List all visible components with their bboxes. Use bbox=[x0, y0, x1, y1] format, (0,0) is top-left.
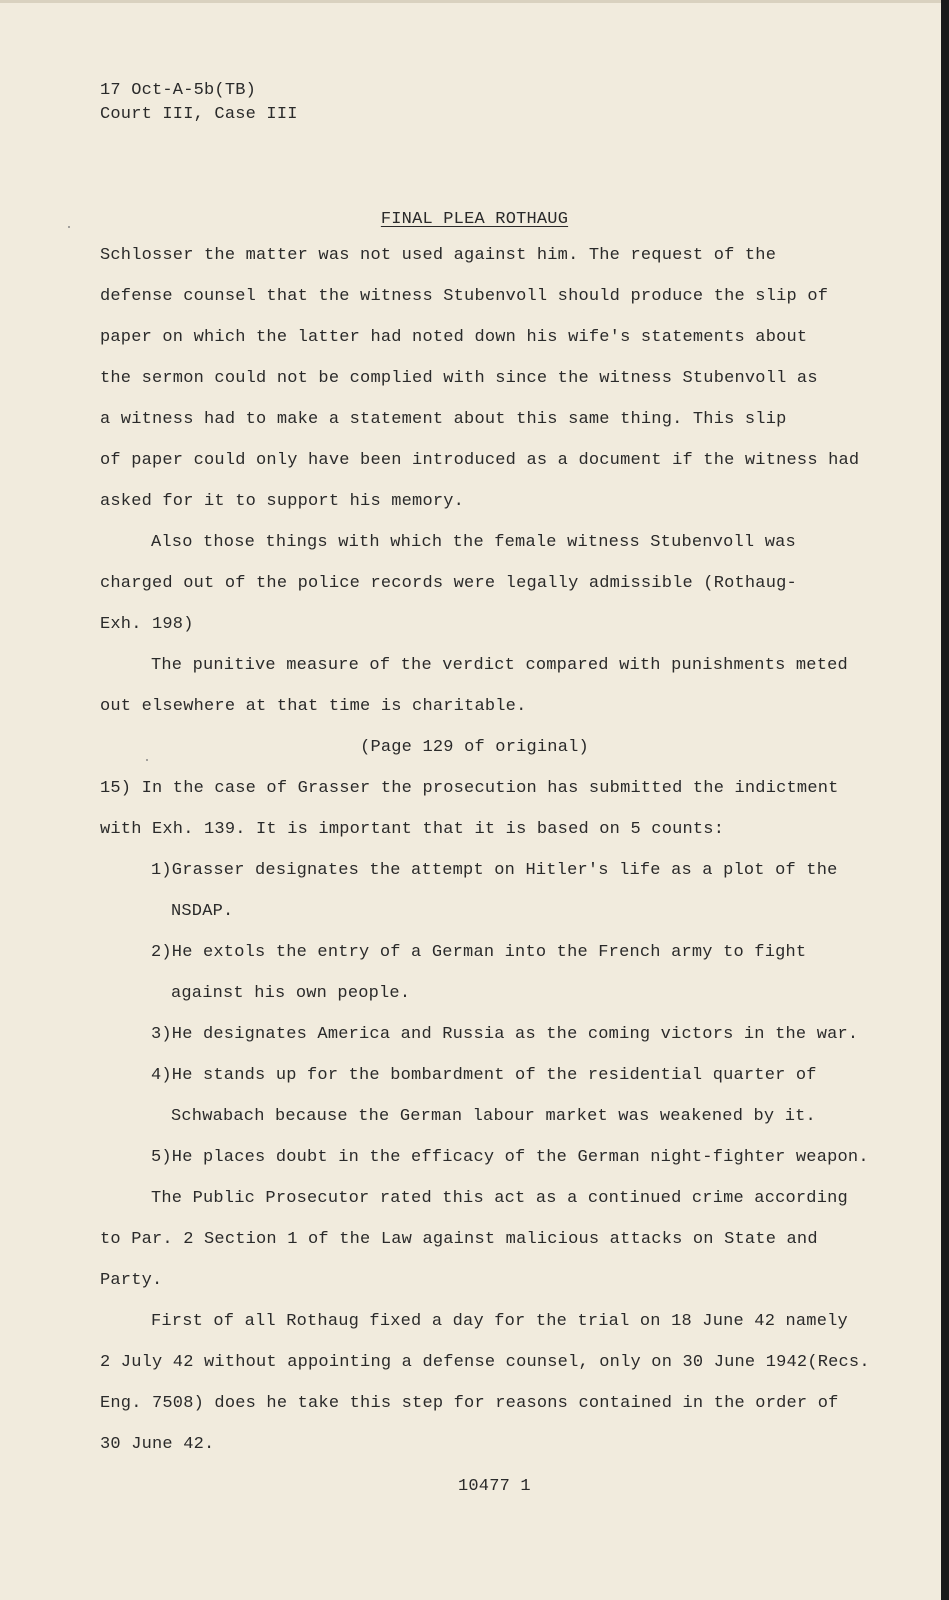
body-line: Eng. 7508) does he take this step for reasons contained in the order of bbox=[100, 1394, 839, 1413]
body-line: The Public Prosecutor rated this act as a continued crime according bbox=[151, 1189, 848, 1208]
body-line: the sermon could not be complied with since the witness Stubenvoll as bbox=[100, 369, 818, 388]
paper-speck bbox=[68, 226, 70, 228]
header-reference: 17 Oct-A-5b(TB) bbox=[100, 81, 257, 100]
list-item: 5)He places doubt in the efficacy of the German night-fighter weapon. bbox=[151, 1148, 869, 1167]
body-line: Party. bbox=[100, 1271, 163, 1290]
body-line: 15) In the case of Grasser the prosecution has submitted the indictment bbox=[100, 779, 839, 798]
body-line: to Par. 2 Section 1 of the Law against malicious attacks on State and bbox=[100, 1230, 818, 1249]
body-line: 30 June 42. bbox=[100, 1435, 215, 1454]
list-item-continuation: against his own people. bbox=[171, 984, 411, 1003]
page-top-edge bbox=[0, 0, 949, 3]
list-item-continuation: Schwabach because the German labour market was weakened by it. bbox=[171, 1107, 816, 1126]
list-item: 1)Grasser designates the attempt on Hitler's life as a plot of the bbox=[151, 861, 838, 880]
header-court: Court III, Case III bbox=[100, 105, 298, 124]
body-line: Exh. 198) bbox=[100, 615, 194, 634]
body-line: paper on which the latter had noted down his wife's statements about bbox=[100, 328, 808, 347]
page-number: 10477 1 bbox=[458, 1477, 531, 1496]
body-line: defense counsel that the witness Stubenvoll should produce the slip of bbox=[100, 287, 829, 306]
page-title: FINAL PLEA ROTHAUG bbox=[380, 210, 569, 229]
list-item-continuation: NSDAP. bbox=[171, 902, 234, 921]
body-line: charged out of the police records were legally admissible (Rothaug- bbox=[100, 574, 797, 593]
list-item: 4)He stands up for the bombardment of the residential quarter of bbox=[151, 1066, 817, 1085]
paper-speck bbox=[146, 759, 148, 761]
body-line: Schlosser the matter was not used against him. The request of the bbox=[100, 246, 777, 265]
list-item: 3)He designates America and Russia as the coming victors in the war. bbox=[151, 1025, 859, 1044]
page-reference: (Page 129 of original) bbox=[360, 738, 589, 757]
page-right-edge bbox=[941, 0, 949, 1600]
body-line: of paper could only have been introduced as a document if the witness had bbox=[100, 451, 860, 470]
body-line: First of all Rothaug fixed a day for the trial on 18 June 42 namely bbox=[151, 1312, 848, 1331]
body-line: out elsewhere at that time is charitable. bbox=[100, 697, 527, 716]
body-line: with Exh. 139. It is important that it is based on 5 counts: bbox=[100, 820, 725, 839]
body-line: The punitive measure of the verdict compared with punishments meted bbox=[151, 656, 848, 675]
body-line: a witness had to make a statement about this same thing. This slip bbox=[100, 410, 787, 429]
body-line: asked for it to support his memory. bbox=[100, 492, 465, 511]
list-item: 2)He extols the entry of a German into the French army to fight bbox=[151, 943, 807, 962]
body-line: 2 July 42 without appointing a defense counsel, only on 30 June 1942(Recs. bbox=[100, 1353, 870, 1372]
body-line: Also those things with which the female witness Stubenvoll was bbox=[151, 533, 796, 552]
